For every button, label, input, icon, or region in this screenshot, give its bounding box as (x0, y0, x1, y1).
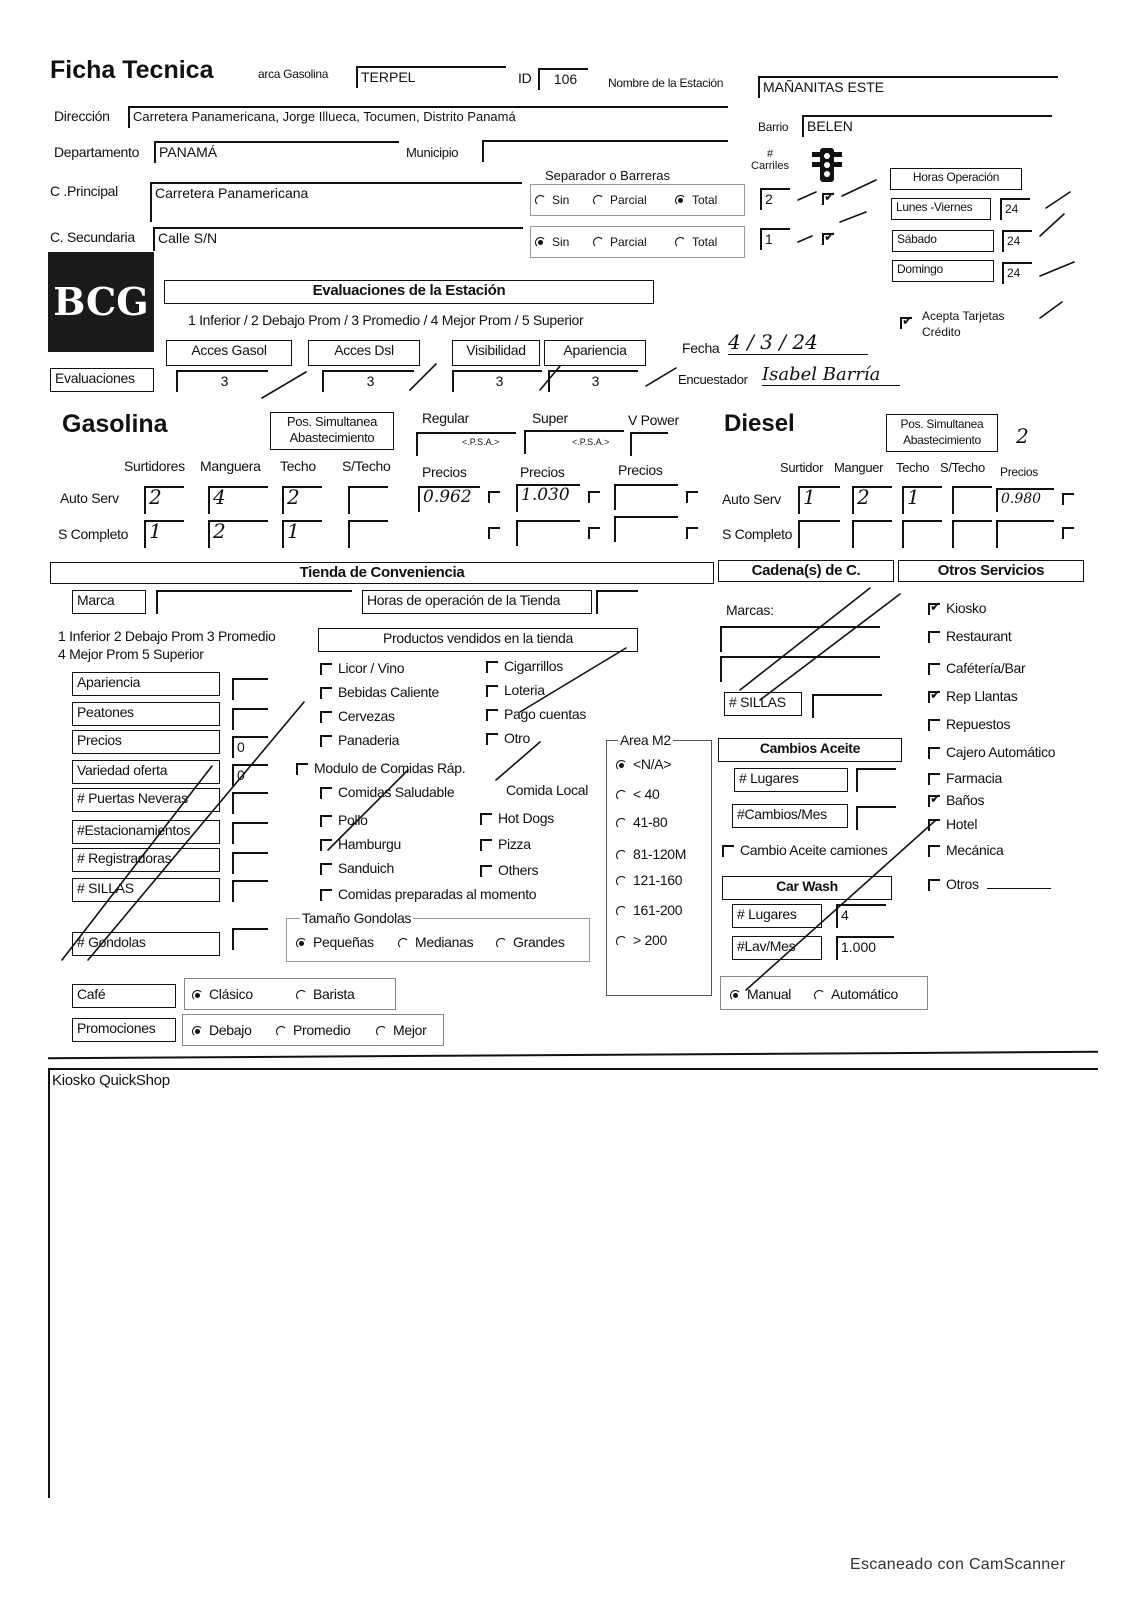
visibilidad-label: Visibilidad (452, 340, 540, 366)
grandes-radio[interactable] (496, 938, 507, 949)
otro-check[interactable] (486, 733, 498, 745)
manguera-label: Manguera (200, 458, 261, 474)
gas-completo-surtidores[interactable]: 1 (144, 520, 184, 548)
rating-sillas-value[interactable] (232, 880, 268, 902)
otros-item-label: Mecánica (946, 842, 1004, 858)
gas-auto-stecho[interactable] (348, 486, 388, 514)
marca-label: arca Gasolina (258, 67, 329, 81)
otros-item (928, 876, 1051, 892)
automatico-radio[interactable] (814, 990, 825, 1001)
vpower-check[interactable] (686, 491, 698, 503)
evaluaciones-scale: 1 Inferior / 2 Debajo Prom / 3 Promedio / 4 Mejor Prom / 5 Superior (188, 312, 584, 328)
rating-registradoras: # Registradoras (72, 848, 220, 872)
cprincipal-field[interactable]: Carretera Panamericana (150, 182, 522, 222)
diesel-completo-stecho[interactable] (952, 520, 992, 548)
cambios-mes-label: #Cambios/Mes (732, 804, 848, 828)
carriles-secundaria-field[interactable]: 1 (760, 228, 790, 250)
domingo-field[interactable]: 24 (1002, 262, 1032, 284)
surtidores-label: Surtidores (124, 458, 185, 474)
acces-dsl-label: Acces Dsl (308, 340, 420, 366)
clasico-radio[interactable] (192, 990, 203, 1001)
gas-completo-stecho[interactable] (348, 520, 388, 548)
rating-apariencia: Apariencia (72, 672, 220, 696)
diesel-techo-label: Techo (896, 460, 930, 475)
lav-mes-label: #Lav/Mes (732, 936, 822, 960)
otros-item (928, 660, 1025, 676)
diesel-auto-label: Auto Serv (722, 491, 781, 507)
rating-sillas: # SILLAS (72, 878, 220, 902)
area-40-radio[interactable] (616, 790, 627, 801)
lunes-label: Lunes -Viernes (891, 198, 991, 220)
id-field[interactable]: 106 (538, 68, 588, 90)
lav-mes-field[interactable]: 1.000 (836, 936, 894, 960)
gas-auto-label: Auto Serv (60, 490, 119, 506)
gas-auto-surtidores[interactable]: 2 (144, 486, 184, 514)
carriles-principal-field[interactable]: 2 (760, 188, 790, 210)
hotdogs-check[interactable] (480, 813, 492, 825)
regular-psa: <.P.S.A.> (462, 437, 500, 447)
rating-precios: Precios (72, 730, 220, 754)
precios-vpower-label: Precios (618, 462, 663, 478)
evaluaciones-label: Evaluaciones (50, 368, 154, 392)
otros-item-check[interactable] (928, 631, 940, 643)
rating-precios-value[interactable]: 0 (232, 736, 268, 758)
otros-item-check[interactable] (928, 747, 940, 759)
notes-area[interactable] (48, 1068, 1098, 1498)
rating-estacionamientos: #Estacionamientos (72, 820, 220, 844)
cervezas-check[interactable] (320, 711, 332, 723)
gas-auto-precio-super[interactable]: 1.030 (516, 484, 580, 512)
otros-item-label: Cafétería/Bar (946, 660, 1026, 676)
carriles-secundaria-check[interactable] (822, 233, 834, 245)
manguer-label: Manguer (834, 460, 884, 475)
marca-field[interactable]: TERPEL (356, 66, 506, 88)
gas-completo-label: S Completo (58, 526, 129, 542)
cigarrillos-check[interactable] (486, 661, 498, 673)
comida-local-label: Comida Local (506, 782, 588, 798)
direccion-field[interactable]: Carretera Panamericana, Jorge Illueca, Tocumen, Distrito Panamá (128, 106, 728, 128)
otros-item-label: Hotel (946, 816, 978, 832)
eval-acces-gasol[interactable]: 3 (176, 370, 268, 392)
parcial-radio[interactable] (593, 237, 604, 248)
tienda-title: Tienda de Conveniencia (50, 562, 714, 584)
promociones-label: Promociones (72, 1018, 176, 1042)
gas-completo-manguera[interactable]: 2 (208, 520, 268, 548)
parcial-radio[interactable] (593, 195, 604, 206)
diesel-completo-check[interactable] (1062, 527, 1074, 539)
direccion-label: Dirección (54, 108, 110, 124)
area-121-160-radio[interactable] (616, 876, 627, 887)
diesel-completo-label: S Completo (722, 526, 793, 542)
otros-item-check[interactable] (928, 719, 940, 731)
scanner-watermark: Escaneado con CamScanner (850, 1556, 1066, 1573)
diesel-auto-surtidor[interactable]: 1 (798, 486, 840, 514)
csecundaria-label: C. Secundaria (50, 229, 135, 245)
otros-item-label: Repuestos (946, 716, 1011, 732)
gondolas-label: Tamaño Gondolas (302, 910, 412, 926)
otros-item (928, 600, 986, 616)
gas-completo-techo[interactable]: 1 (282, 520, 322, 548)
area-na-radio[interactable] (616, 760, 627, 771)
hamburgu-check[interactable] (320, 839, 332, 851)
super-label: Super (532, 410, 568, 426)
carwash-lugares-field[interactable]: 4 (836, 904, 886, 928)
otros-item-check[interactable] (928, 879, 940, 891)
rating-gondolas: # Gondolas (72, 932, 220, 956)
page-title: Ficha Tecnica (50, 56, 214, 84)
departamento-label: Departamento (54, 144, 140, 160)
sabado-label: Sábado (892, 230, 994, 252)
carriles-label: # Carriles (751, 148, 789, 172)
cambios-lugares-label: # Lugares (734, 768, 848, 792)
domingo-label: Domingo (892, 260, 994, 282)
cadena-sillas-label: # SILLAS (724, 692, 802, 716)
departamento-field[interactable]: PANAMÁ (154, 141, 399, 163)
otros-item-label: Baños (946, 792, 985, 808)
area-41-80-radio[interactable] (616, 818, 627, 829)
cprincipal-label: C .Principal (50, 183, 118, 199)
otros-item-check[interactable] (928, 691, 940, 703)
diesel-completo-precio[interactable] (996, 520, 1054, 548)
marcas-label: Marcas: (726, 602, 774, 618)
otros-item (928, 792, 984, 808)
horas-label: Horas Operación (890, 168, 1022, 190)
otros-item-check[interactable] (928, 845, 940, 857)
marcas-field-2[interactable] (720, 656, 880, 682)
gas-completo-precio-super[interactable] (516, 520, 580, 546)
eval-acces-dsl[interactable]: 3 (322, 370, 414, 392)
rating-peatones-value[interactable] (232, 708, 268, 730)
diesel-auto-manguer[interactable]: 2 (852, 486, 892, 514)
diesel-completo-techo[interactable] (902, 520, 942, 548)
eval-apariencia[interactable]: 3 (548, 370, 638, 392)
otros-item-check[interactable] (928, 773, 940, 785)
area-161-200-radio[interactable] (616, 906, 627, 917)
nombre-label: Nombre de la Estación (608, 76, 724, 90)
completo-regular-check[interactable] (488, 527, 500, 539)
precios-regular-label: Precios (422, 464, 467, 480)
otros-item (928, 628, 1011, 644)
otros-item-check[interactable] (928, 603, 940, 615)
cafe-label: Café (72, 984, 176, 1008)
otros-item-check[interactable] (928, 819, 940, 831)
fecha-value[interactable]: 4 / 3 / 24 (728, 330, 868, 355)
tienda-marca-label: Marca (72, 590, 146, 614)
rating-puertas-value[interactable] (232, 792, 268, 814)
diesel-title: Diesel (724, 410, 795, 437)
apariencia-label: Apariencia (544, 340, 646, 366)
diesel-auto-stecho[interactable] (952, 486, 992, 514)
otros-item-label: Kiosko (946, 600, 987, 616)
rating-variedad-value[interactable]: 0 (232, 764, 268, 786)
otros-item (928, 842, 1004, 858)
bcg-logo: BCG (48, 252, 154, 352)
pago-cuentas-check[interactable] (486, 709, 498, 721)
acces-gasol-label: Acces Gasol (166, 340, 292, 366)
otros-item-check[interactable] (928, 795, 940, 807)
cambios-mes-field[interactable] (856, 806, 896, 830)
gas-auto-precio-vpower[interactable] (614, 484, 678, 510)
diesel-completo-surtidor[interactable] (798, 520, 840, 548)
cadena-title: Cadena(s) de C. (718, 560, 894, 582)
modulo-label: Modulo de Comidas Ráp. (314, 760, 466, 776)
area-200-radio[interactable] (616, 936, 627, 947)
traffic-light-icon (812, 148, 842, 182)
municipio-label: Municipio (406, 145, 459, 160)
otros-item (928, 816, 977, 832)
otros-item-label: Otros (946, 876, 979, 892)
rating-gondolas-value[interactable] (232, 928, 268, 950)
completo-vpower-check[interactable] (686, 527, 698, 539)
otros-blank-line[interactable] (987, 888, 1051, 889)
mejor-radio[interactable] (376, 1026, 387, 1037)
tarjetas-label: Acepta Tarjetas Crédito (922, 309, 1005, 339)
regular-label: Regular (422, 410, 469, 426)
rating-variedad: Variedad oferta (72, 760, 220, 784)
tienda-horas-label: Horas de operación de la Tienda (362, 590, 592, 614)
stecho-label: S/Techo (342, 458, 391, 474)
lunes-field[interactable]: 24 (1000, 198, 1030, 220)
gasolina-title: Gasolina (62, 410, 168, 438)
barrio-label: Barrio (758, 120, 789, 134)
total-radio[interactable] (675, 237, 686, 248)
notes-separator (48, 1051, 1098, 1059)
carwash-lugares-label: # Lugares (732, 904, 822, 928)
others-check[interactable] (480, 865, 492, 877)
diesel-auto-techo[interactable]: 1 (902, 486, 942, 514)
gas-auto-manguera[interactable]: 4 (208, 486, 268, 514)
camiones-label: Cambio Aceite camiones (740, 842, 888, 858)
diesel-check[interactable] (1062, 493, 1074, 505)
gas-auto-precio-regular[interactable]: 0.962 (418, 486, 480, 512)
super-psa: <.P.S.A.> (572, 437, 610, 447)
gas-completo-precio-vpower[interactable] (614, 516, 678, 542)
rating-peatones: Peatones (72, 702, 220, 726)
separador-secundaria: Sin Parcial Total (530, 226, 745, 258)
panaderia-check[interactable] (320, 735, 332, 747)
csecundaria-field[interactable]: Calle S/N (153, 227, 523, 251)
otros-item (928, 716, 1010, 732)
super-check[interactable] (588, 491, 600, 503)
evaluaciones-title: Evaluaciones de la Estación (164, 280, 654, 304)
diesel-auto-precio[interactable]: 0.980 (996, 488, 1054, 512)
total-radio[interactable] (675, 195, 686, 206)
barista-radio[interactable] (296, 990, 307, 1001)
camiones-check[interactable] (722, 845, 734, 857)
rating-puertas: # Puertas Neveras (72, 788, 220, 812)
sin-radio[interactable] (535, 195, 546, 206)
rating-registradoras-value[interactable] (232, 852, 268, 874)
diesel-precios-label: Precios (1000, 465, 1038, 479)
otros-item (928, 744, 1055, 760)
promedio-radio[interactable] (276, 1026, 287, 1037)
separador-label: Separador o Barreras (545, 168, 671, 183)
sin-radio[interactable] (535, 237, 546, 248)
vpower-psa-box[interactable] (630, 432, 668, 456)
medianas-radio[interactable] (398, 938, 409, 949)
tienda-scale-2: 4 Mejor Prom 5 Superior (58, 646, 204, 662)
saludable-check[interactable] (320, 787, 332, 799)
carriles-principal-check[interactable] (822, 193, 834, 205)
nombre-field[interactable]: MAÑANITAS ESTE (758, 76, 1058, 98)
otros-title: Otros Servicios (898, 560, 1084, 582)
tienda-marca-field[interactable] (156, 590, 352, 614)
tienda-horas-field[interactable] (596, 590, 638, 614)
sanduich-check[interactable] (320, 863, 332, 875)
debajo-radio[interactable] (192, 1026, 203, 1037)
tienda-scale-1: 1 Inferior 2 Debajo Prom 3 Promedio (58, 628, 276, 644)
precios-super-label: Precios (520, 464, 565, 480)
marcas-field-1[interactable] (720, 626, 880, 652)
modulo-check[interactable] (296, 763, 308, 775)
pollo-check[interactable] (320, 815, 332, 827)
tarjetas-check[interactable] (900, 317, 912, 329)
gas-auto-techo[interactable]: 2 (282, 486, 322, 514)
bebidas-check[interactable] (320, 687, 332, 699)
diesel-completo-manguer[interactable] (852, 520, 892, 548)
rating-apariencia-value[interactable] (232, 678, 268, 700)
otros-item-label: Rep Llantas (946, 688, 1018, 704)
carwash-title: Car Wash (722, 876, 892, 900)
manual-radio[interactable] (730, 990, 741, 1001)
otros-item-label: Restaurant (946, 628, 1012, 644)
cambios-lugares-field[interactable] (856, 768, 896, 792)
licor-check[interactable] (320, 663, 332, 675)
encuestador-label: Encuestador (678, 372, 748, 387)
preparadas-check[interactable] (320, 889, 332, 901)
otros-item (928, 770, 1002, 786)
barrio-field[interactable]: BELEN (802, 115, 1052, 137)
municipio-field[interactable] (482, 140, 728, 162)
diesel-pos-label: Pos. Simultanea Abastecimiento (886, 414, 998, 452)
surtidor-label: Surtidor (780, 460, 824, 475)
encuestador-value[interactable]: Isabel Barría (762, 364, 900, 386)
notes-text: Kiosko QuickShop (52, 1072, 170, 1089)
techo-label: Techo (280, 458, 316, 474)
diesel-stecho-label: S/Techo (940, 460, 985, 475)
pizza-check[interactable] (480, 839, 492, 851)
vpower-label: V Power (628, 412, 679, 428)
otros-item (928, 688, 1017, 704)
rating-estacionamientos-value[interactable] (232, 822, 268, 844)
area-label: Area M2 (620, 732, 671, 748)
area-81-120-radio[interactable] (616, 850, 627, 861)
id-label: ID (518, 70, 532, 86)
fecha-label: Fecha (682, 340, 720, 356)
regular-check[interactable] (488, 491, 500, 503)
otros-item-label: Farmacia (946, 770, 1002, 786)
productos-title: Productos vendidos en la tienda (318, 628, 638, 652)
gasolina-pos-label: Pos. Simultanea Abastecimiento (270, 412, 394, 450)
separador-principal: Sin Parcial Total (530, 184, 745, 216)
sabado-field[interactable]: 24 (1002, 230, 1032, 252)
area-group (606, 740, 712, 996)
pequenas-radio[interactable] (296, 938, 307, 949)
eval-visibilidad[interactable]: 3 (452, 370, 542, 392)
cambios-title: Cambios Aceite (718, 738, 902, 762)
cadena-sillas-field[interactable] (812, 694, 882, 718)
completo-super-check[interactable] (588, 527, 600, 539)
otros-item-check[interactable] (928, 663, 940, 675)
otros-item-label: Cajero Automático (946, 744, 1056, 760)
loteria-check[interactable] (486, 685, 498, 697)
diesel-pos-value[interactable]: 2 (1016, 424, 1029, 448)
